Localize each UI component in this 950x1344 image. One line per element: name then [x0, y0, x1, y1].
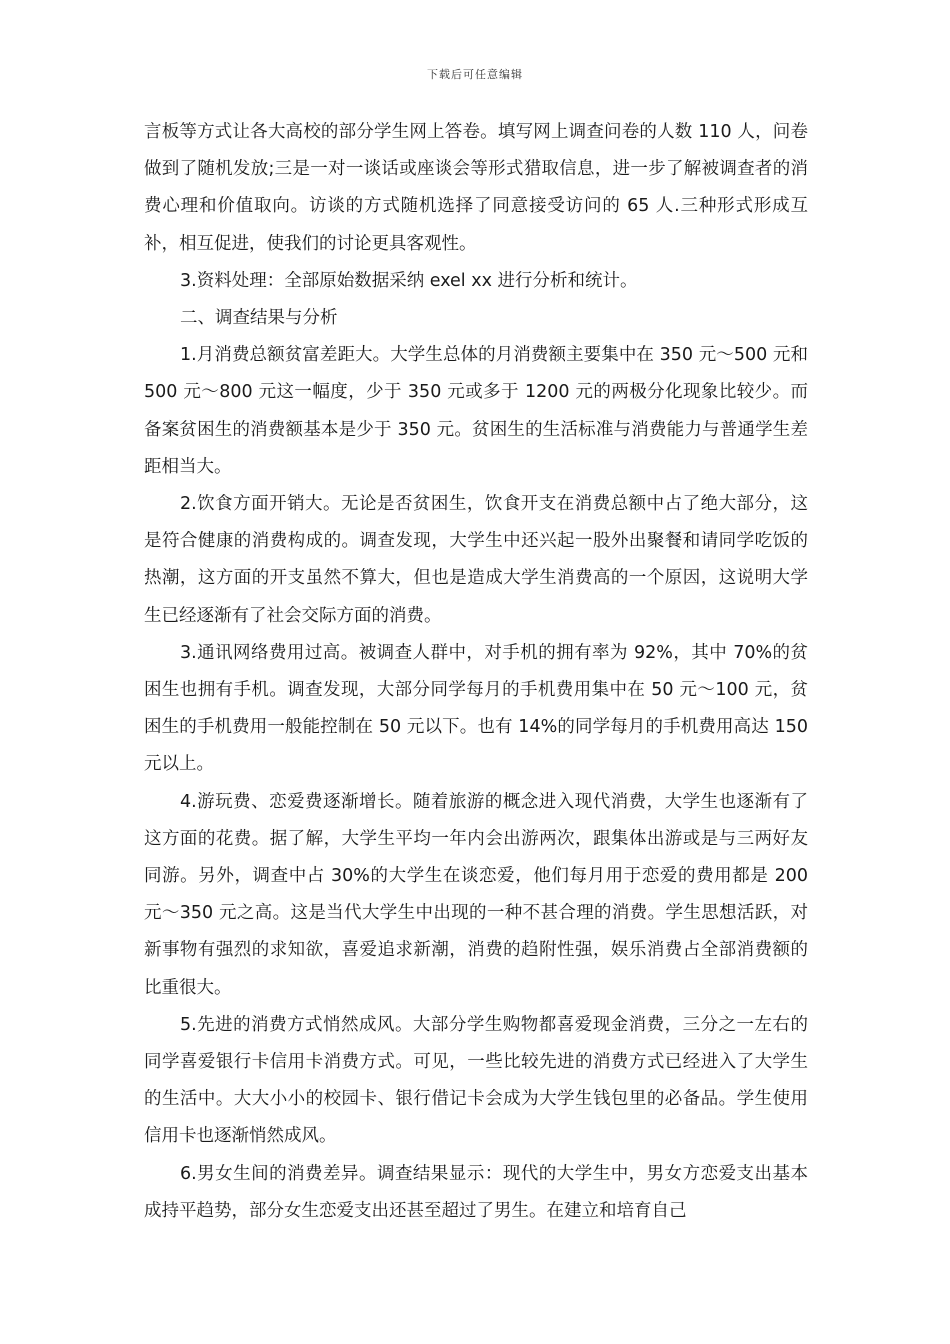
document-body [144, 114, 808, 1230]
paragraph-payment-methods: 5.先进的消费方式悄然成风。大部分学生购物都喜爱现金消费，三分之一左右的同学喜爱银行卡信用卡消费方式。可见，一些比较先进的消费方式已经进入了大学生的生活中。大大小小的校园卡、银行借记卡会成为大学生钱包里的必备品。学生使用信用卡也逐渐悄然成风。 [144, 1014, 808, 1147]
page-header-note: 下载后可任意编辑 [427, 68, 523, 81]
section-heading-results: 二、调查结果与分析 [180, 308, 338, 329]
paragraph-telecom-spending: 3.通讯网络费用过高。被调查人群中，对手机的拥有率为 92%，其中 70%的贫困生也拥有手机。调查发现，大部分同学每月的手机费用集中在 50 元～100 元，贫困生的手机费用一般能控制在 50 元以下。也有 14%的同学每月的手机费用高达 150 元以上。 [144, 642, 808, 775]
paragraph-leisure-spending: 4.游玩费、恋爱费逐渐增长。随着旅游的概念进入现代消费，大学生也逐渐有了这方面的花费。据了解，大学生平均一年内会出游两次，跟集体出游或是与三两好友同游。另外，调查中占 30%的大学生在谈恋爱，他们每月用于恋爱的费用都是 200 元～350 元之高。这是当代大学生中出现的一种不甚合理的消费。学生思想活跃，对新事物有强烈的求知欲，喜爱追求新潮，消费的趋附性强，娱乐消费占全部消费额的比重很大。 [144, 791, 808, 998]
paragraph-data-processing: 3.资料处理：全部原始数据采纳 exel xx 进行分析和统计。 [180, 270, 638, 291]
paragraph-monthly-spending: 1.月消费总额贫富差距大。大学生总体的月消费额主要集中在 350 元～500 元和 500 元～800 元这一幅度，少于 350 元或多于 1200 元的两极分化现象比较少。而备案贫困生的消费额基本是少于 350 元。贫困生的生活标准与消费能力与普通学生差距相当大。 [144, 345, 808, 477]
paragraph-gender-differences: 6.男女生间的消费差异。调查结果显示：现代的大学生中，男女方恋爱支出基本成持平趋势，部分女生恋爱支出还甚至超过了男生。在建立和培育自己 [144, 1163, 808, 1221]
paragraph-continuation: 言板等方式让各大高校的部分学生网上答卷。填写网上调查问卷的人数 110 人，问卷做到了随机发放;三是一对一谈话或座谈会等形式猎取信息，进一步了解被调查者的消费心理和价值取向。访谈的方式随机选择了同意接受访问的 65 人.三种形式形成互补，相互促进，使我们的讨论更具客观性。 [144, 122, 808, 254]
paragraph-food-spending: 2.饮食方面开销大。无论是否贫困生，饮食开支在消费总额中占了绝大部分，这是符合健康的消费构成的。调查发现，大学生中还兴起一股外出聚餐和请同学吃饭的热潮，这方面的开支虽然不算大，但也是造成大学生消费高的一个原因，这说明大学生已经逐渐有了社会交际方面的消费。 [144, 494, 808, 626]
